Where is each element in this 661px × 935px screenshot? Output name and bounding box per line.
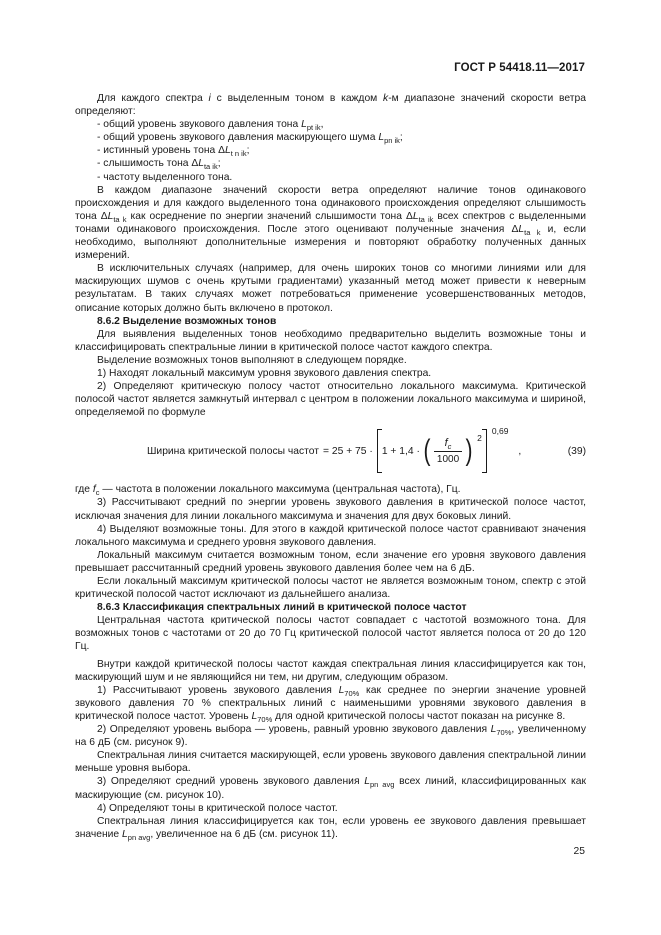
measurements-list [97, 118, 586, 183]
paragraph: Спектральная линия считается маскирующей, если уровень звукового давления спектральной линии меньше уровня выбора. [75, 750, 586, 775]
step-4: 4) Выделяют возможные тоны. Для этого в каждой критической полосе частот сравнивают значения локального максимума и среднего уровня звукового давления. [75, 523, 586, 548]
tones-origin-paragraph: В каждом диапазоне значений скорости ветра определяют наличие тонов одинакового происхождения и для каждого выделенного тона одинакового происхождения определяют слышимость тона $\Delta L_{ta k}$ как осреднение по энергии значений слышимости тона $\Delta L_{ta ik}$ всех спектров с выделенными тонами одинакового происхождения. После этого оценивают полученные значения $\Delta L_{ta k}$ и, если необходимо, выполняют дополнительные измерения и повторяют обработку полученных данных измерений. [75, 184, 587, 262]
paragraph: Для выявления выделенных тонов необходимо предварительно выделить возможные тоны и классифицировать спектральные линии в критической полосе частот каждого спектра. [75, 328, 586, 353]
section-8-6-3-title: 8.6.3 Классификация спектральных линий в критической полосе частот [97, 602, 467, 614]
step-1: 1) Находят локальный максимум уровня звукового давления спектра. [97, 367, 432, 379]
paragraph: Спектральная линия классифицируется как тон, если уровень ее звукового давления превышает значение $L_{pn avg}$, увеличенное на 6 дБ (см. рисунок 11). [75, 815, 586, 842]
page-number: 25 [573, 846, 585, 857]
list-item: - общий уровень звукового давления тона $L_{pt ik}$, [97, 119, 324, 133]
square-bracket: 1 + 1,4 · ( $\frac{f_c}{1000}$ ) 2 [377, 429, 487, 473]
step-3: 3) Рассчитывают средний по энергии уровень звукового давления в критической полосе частот, исключая значения для линии локального максимума и значения для двух боковых линий. [75, 497, 586, 522]
formula-39 [75, 422, 586, 480]
list-item: - частоту выделенного тона. [97, 171, 233, 183]
paragraph: Центральная частота критической полосы частот совпадает с частотой возможного тона. Для возможных тонов с частотами от 20 до 70 Гц критической полосой частот является полоса от 20 до 120 Гц. [75, 615, 586, 653]
step-2: 2) Определяют критическую полосу частот относительно локального максимума. Критической полосой частот является замкнутый интервал с центром в положении локального максимума и шириной, определяемой по формуле [75, 381, 586, 419]
exceptional-cases-paragraph: В исключительных случаях (например, для очень широких тонов со многими линиями или для маскирующих шумов с очень крутыми градиентами) указанный метод может привести к неверным результатам. В таких случаях может потребоваться применение усовершенствованных методов, описание которых должно быть включено в протокол. [75, 263, 586, 314]
class-step-3: 3) Определяют средний уровень звукового давления $L_{pn avg}$ всех линий, классифицированных как маскирующие (см. рисунок 10). [75, 776, 586, 801]
paragraph: Внутри каждой критической полосы частот каждая спектральная линия классифицируется как тон, маскирующий шум и не являющийся ни тем, ни другим, следующим образом. [75, 658, 586, 683]
list-item: - слышимость тона $\Delta L_{ta ik}$; [97, 158, 221, 172]
fraction: $\frac{f_c}{1000}$ [434, 437, 462, 466]
standard-header: ГОСТ Р 54418.11—2017 [454, 62, 585, 74]
document-body [75, 92, 586, 841]
outer-exponent: 0,69 [491, 425, 509, 436]
where-clause: где $f_c$ — частота в положении локального максимума (центральная частота), Гц. [75, 484, 461, 498]
inner-exponent: 2 [477, 432, 482, 443]
paragraph: Выделение возможных тонов выполняют в следующем порядке. [97, 354, 407, 366]
formula-number: (39) [567, 445, 586, 457]
intro-paragraph: Для каждого спектра i с выделенным тоном в каждом k-м диапазоне значений скорости ветра определяют: [75, 93, 586, 118]
formula-label: Ширина критической полосы частот [147, 445, 319, 457]
parenthesis: ( $\frac{f_c}{1000}$ ) [423, 434, 473, 468]
paragraph: Локальный максимум считается возможным тоном, если значение его уровня звукового давления превышает рассчитанный средний уровень звукового давления более чем на 6 дБ. [75, 549, 586, 574]
formula-math: = 25 + 75 · 1 + 1,4 · ( $\frac{f_c}{1000}$ ) 2 0,69 , [323, 429, 521, 473]
class-step-2: 2) Определяют уровень выбора — уровень, равный уровню звукового давления $L_{70\%}$, увеличенному на 6 дБ (см. рисунок 9). [75, 724, 586, 749]
class-step-1: 1) Рассчитывают уровень звукового давления $L_{70\%}$ как среднее по энергии значение уровней звукового давления 70 % спектральных линий с наименьшими уровнями звукового давления в критической полосе частот. Уровень $L_{70\%}$ для одной критической полосы частот показан на рисунке 8. [75, 684, 586, 724]
section-8-6-2-title: 8.6.2 Выделение возможных тонов [97, 315, 277, 327]
class-step-4: 4) Определяют тоны в критической полосе частот. [97, 802, 338, 814]
paragraph: Если локальный максимум критической полосы частот не является возможным тоном, спектр с этой критической полосой частот исключают из дальнейшего анализа. [75, 576, 586, 601]
list-item: - истинный уровень тона $\Delta L_{t n ik}$; [97, 145, 250, 159]
list-item: - общий уровень звукового давления маскирующего шума $L_{pn ik}$; [97, 132, 403, 146]
